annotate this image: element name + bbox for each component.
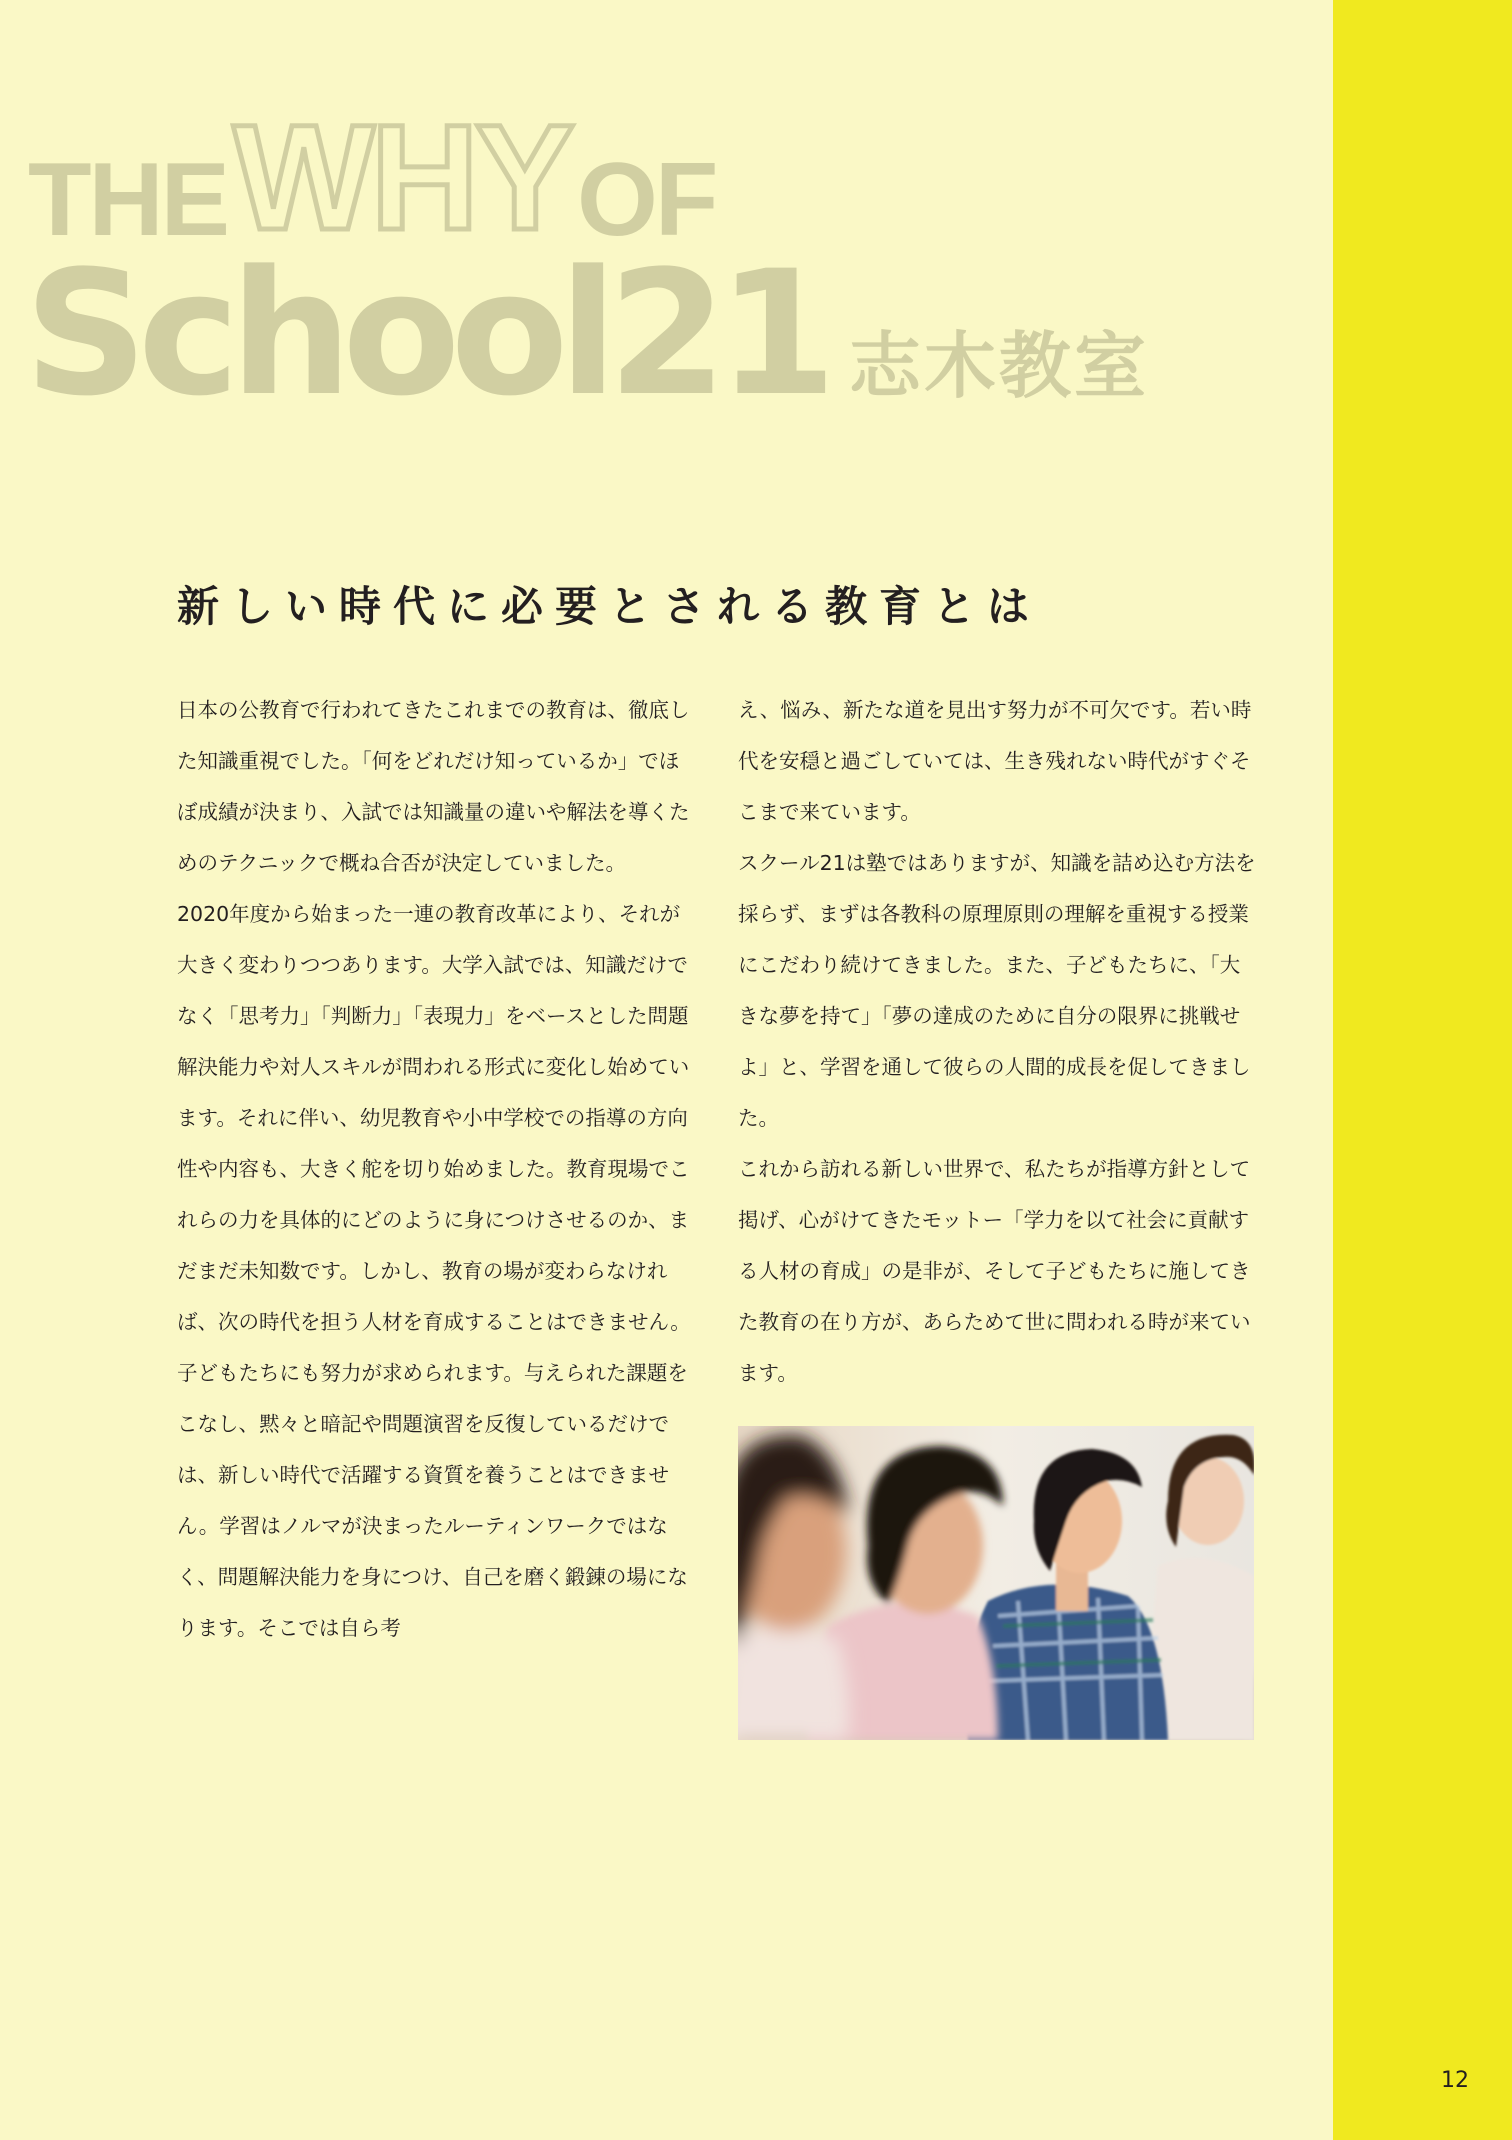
paragraph: これから訪れる新しい世界で、私たちが指導方針として掲げ、心がけてきたモットー「学力を以て社会に貢献する人材の育成」の是非が、そして子どもたちに施してきた教育の在り方が、あらためて世に問われる時が来ています。 [738, 1157, 1251, 1385]
body-column-left [177, 685, 697, 1654]
paragraph: 日本の公教育で行われてきたこれまでの教育は、徹底した知識重視でした。「何をどれだけ知っているか」でほぼ成績が決まり、入試では知識量の違いや解法を導くためのテクニックで概ね合否が決定していました。 [177, 698, 690, 875]
hero-of: OF [576, 142, 716, 258]
students-photo [738, 1426, 1254, 1740]
paragraph: スクール21は塾ではありますが、知識を詰め込む方法を採らず、まずは各教科の原理原則の理解を重視する授業にこだわり続けてきました。また、子どもたちに、「大きな夢を持て」「夢の達成のために自分の限界に挑戦せよ」と、学習を通して彼らの人間的成長を促してきました。 [738, 851, 1256, 1130]
students-photo-illustration [738, 1426, 1254, 1740]
hero-title-line2 [24, 233, 1149, 434]
hero-campus-name: 志木教室 [848, 324, 1149, 408]
hero-school-name: School21 [24, 233, 827, 434]
paragraph: え、悩み、新たな道を見出す努力が不可欠です。若い時代を安穏と過ごしていては、生き残れない時代がすぐそこまで来ています。 [738, 698, 1252, 824]
side-color-bar [1333, 0, 1512, 2140]
body-column-right [738, 685, 1258, 1399]
page-number: 12 [1441, 2068, 1469, 2093]
hero-title [24, 93, 1149, 434]
hero-the: THE [28, 142, 227, 258]
paragraph: 2020年度から始まった一連の教育改革により、それが大きく変わりつつあります。大学入試では、知識だけでなく「思考力」「判断力」「表現力」をベースとした問題解決能力や対人スキルが問われる形式に変化し始めています。それに伴い、幼児教育や小中学校での指導の方向性や内容も、大きく舵を切り始めました。教育現場でこれらの力を具体的にどのように身につけさせるのか、まだまだ未知数です。しかし、教育の場が変わらなければ、次の時代を担う人材を育成することはできません。子どもたちにも努力が求められます。与えられた課題をこなし、黙々と暗記や問題演習を反復しているだけでは、新しい時代で活躍する資質を養うことはできません。学習はノルマが決まったルーティンワークではなく、問題解決能力を身につけ、自己を磨く鍛錬の場になります。そこでは自ら考 [177, 902, 691, 1640]
hero-why-outline: WHY [233, 93, 571, 261]
section-heading: 新しい時代に必要とされる教育とは [177, 582, 1042, 631]
hero-title-line1 [28, 93, 716, 261]
